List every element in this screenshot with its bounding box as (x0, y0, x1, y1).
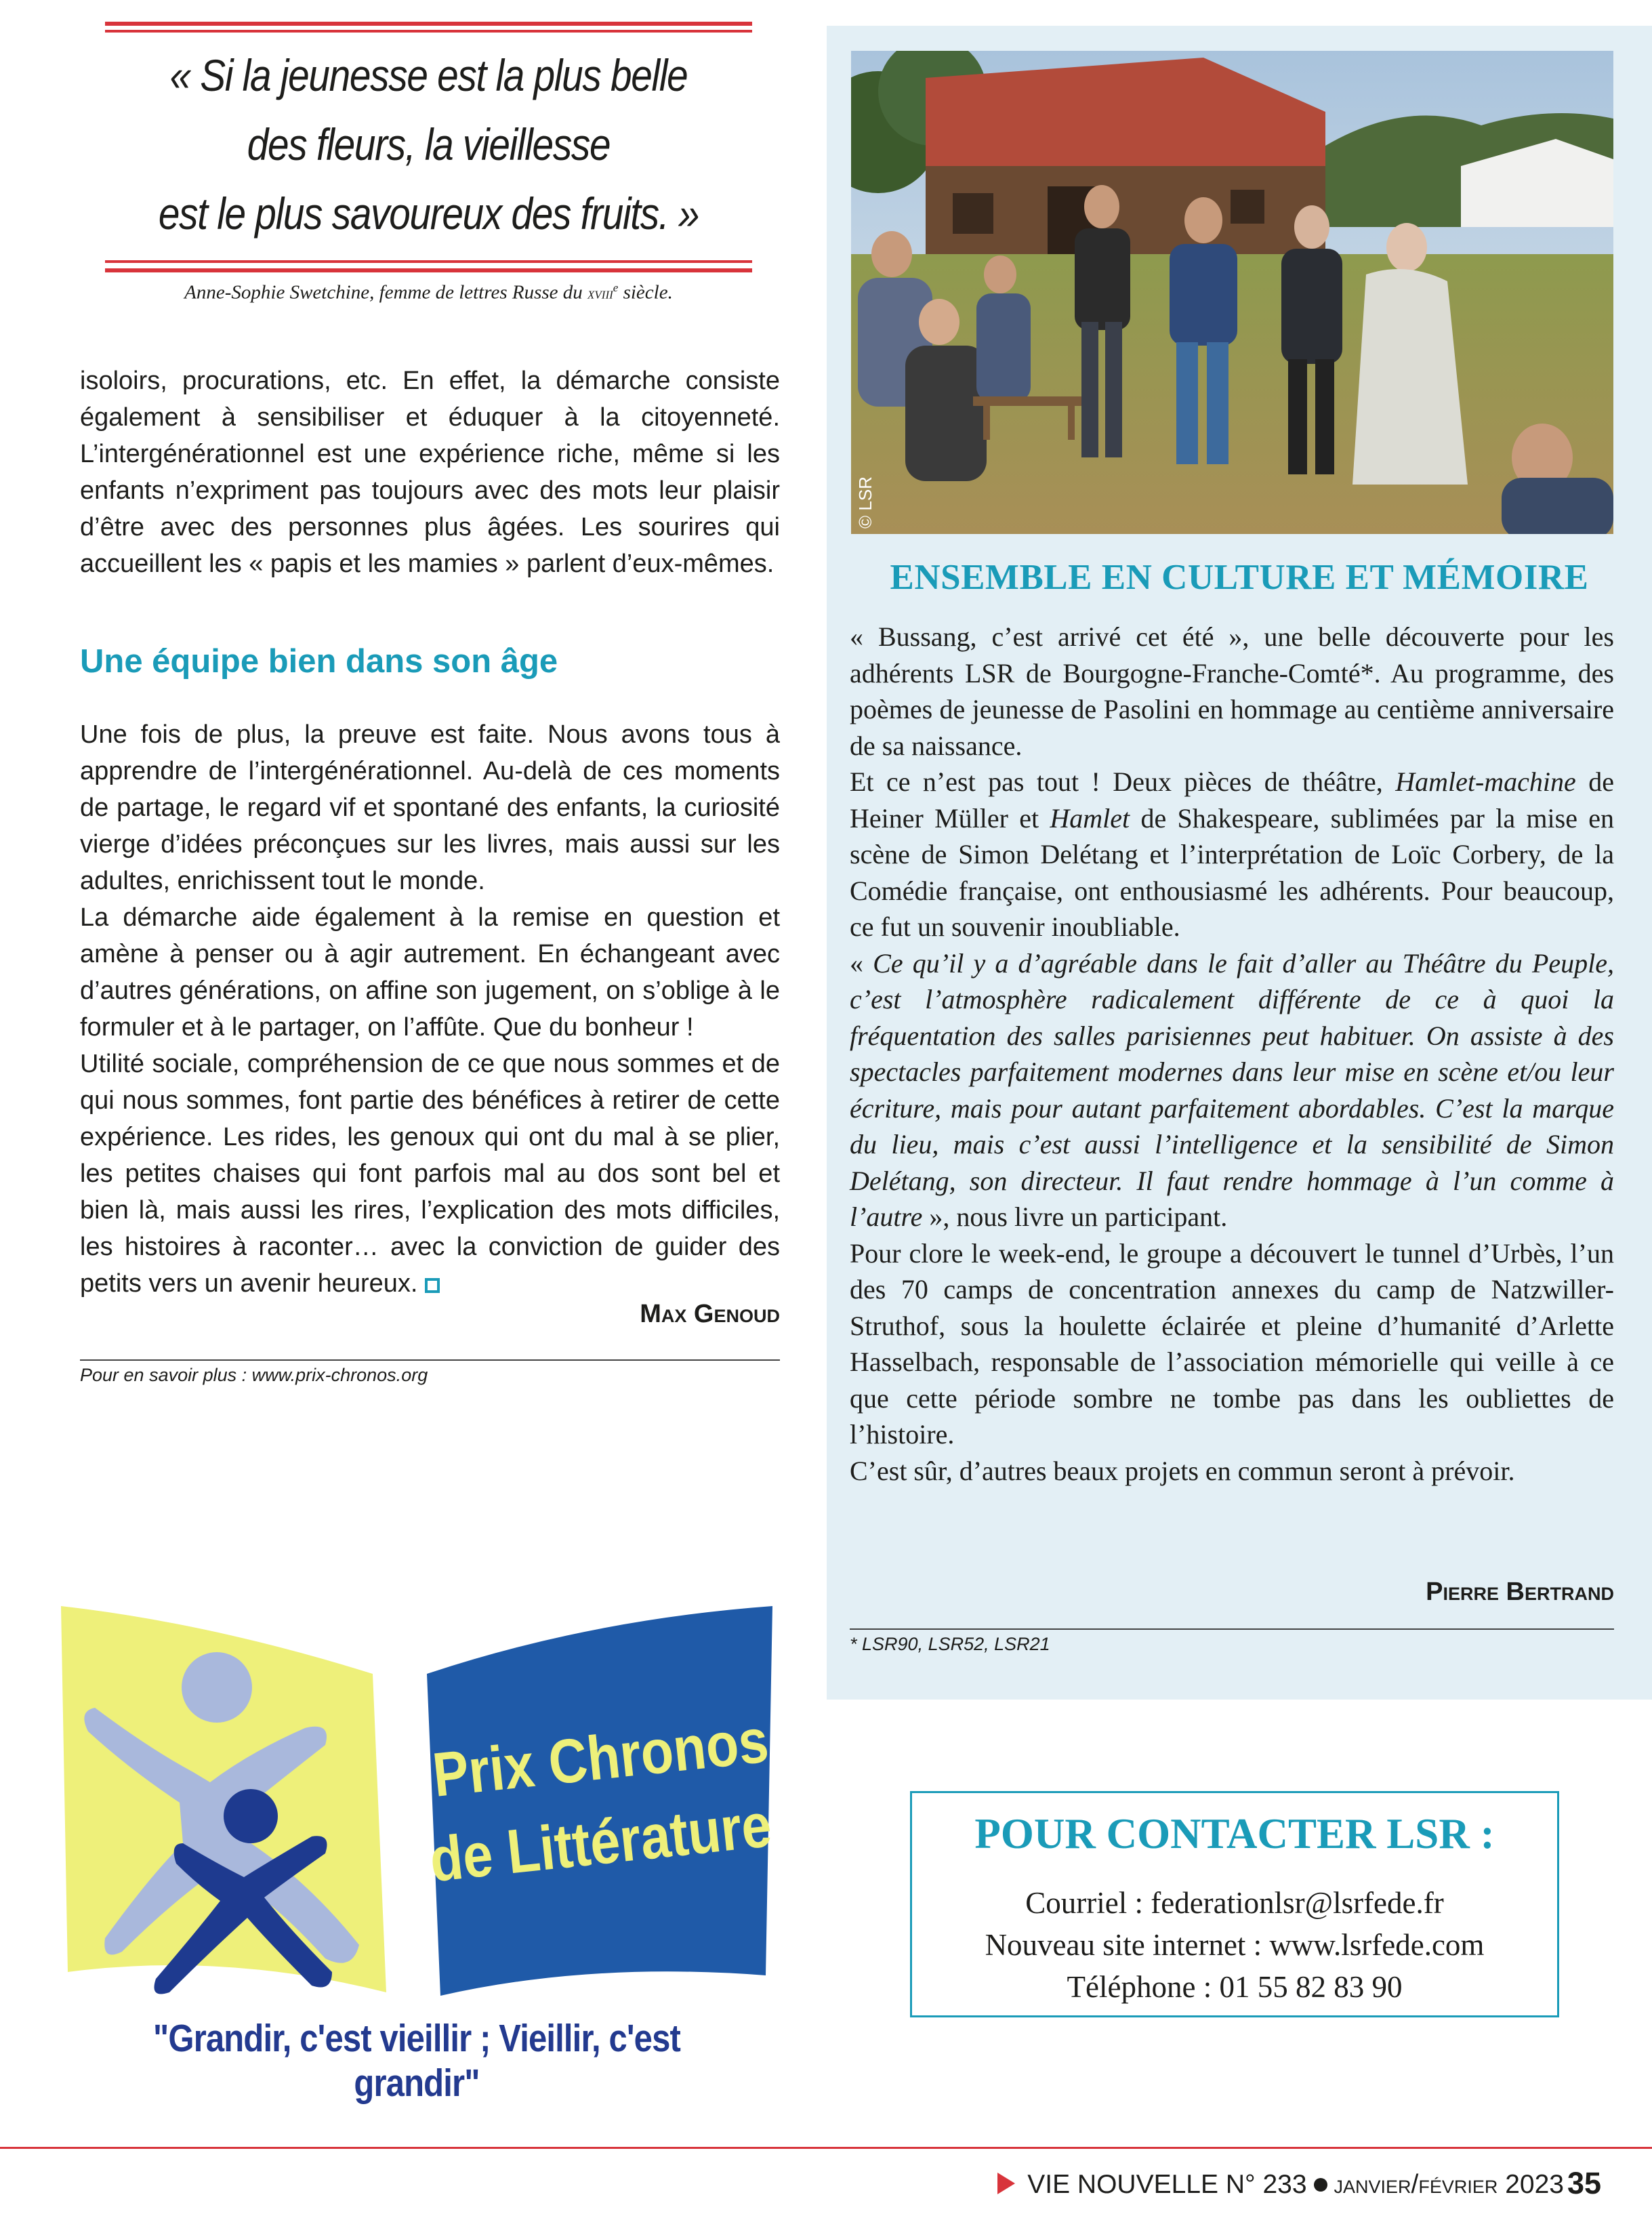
group-photo (851, 51, 1613, 534)
divider (850, 1628, 1614, 1630)
attribution-suffix: siècle. (618, 281, 673, 304)
footer-rule (0, 2147, 1652, 2149)
pull-quote (150, 41, 707, 248)
section-heading: Une équipe bien dans son âge (80, 643, 558, 680)
paragraph (850, 764, 1614, 945)
footnote: * LSR90, LSR52, LSR21 (850, 1634, 1050, 1654)
text: », nous livre un participant. (922, 1202, 1228, 1232)
quote-rule-top-2 (105, 30, 752, 33)
text: de Shakespeare, sublimées par la mise en scène de Simon Delétang et l’interprétation de Loïc Corbery, de la Comédie française, ont enthousiasmé les adhérents. Pour beaucoup, ce fut un souvenir inoubliable. (850, 802, 1614, 942)
paragraph: C’est sûr, d’autres beaux projets en commun seront à prévoir. (850, 1455, 1515, 1486)
attribution-century: xviii (587, 285, 613, 303)
text: de Heiner Müller et (850, 766, 1614, 834)
sidebar-heading: ENSEMBLE EN CULTURE ET MÉMOIRE (890, 558, 1589, 597)
left-body (80, 716, 780, 1302)
paragraph: « Bussang, c’est arrivé cet été », une belle découverte pour les adhérents LSR de Bourgogne-Franche-Comté*. Au programme, des poèmes de jeunesse de Pasolini en hommage au centième anniversaire de sa naissance. (850, 621, 1614, 761)
prix-chronos-logo (47, 1593, 786, 2087)
page-footer (997, 2170, 1564, 2200)
issue-date: janvier/février 2023 (1334, 2170, 1564, 2199)
end-of-article-icon (425, 1278, 440, 1293)
paragraph-last (80, 1046, 780, 1302)
divider (80, 1359, 780, 1361)
contact-phone: Téléphone : 01 55 82 83 90 (1067, 1970, 1403, 2004)
paragraph: isoloirs, procurations, etc. En effet, la démarche consiste également à sensibiliser et éduquer à la citoyenneté. L’intergénérationnel est une expérience riche, même si les enfants n’expriment pas toujours avec des mots leur plaisir d’être avec des personnes plus âgées. Les sourires qui accueillent les « papis et les mamies » parlent d’eux-mêmes. (80, 367, 780, 578)
photo-credit: © LSR (855, 476, 875, 529)
left-intro-paragraph (80, 363, 780, 582)
paragraph: La démarche aide également à la remise en question et amène à penser ou à agir autrement. En échangeant avec d’autres générations, on affine son jugement, on s’oblige à le formuler et à le partager, on l’affûte. Que du bonheur ! (80, 903, 780, 1042)
source-note: Pour en savoir plus : www.prix-chronos.org (80, 1365, 428, 1385)
author-byline: Max Genoud (640, 1300, 780, 1328)
paragraph-text: Utilité sociale, compréhension de ce que nous sommes et de qui nous sommes, font partie des bénéfices à retirer de cette expérience. Les rides, les genoux qui ont du mal à se plier, les petites chaises qui font parfois mal au dos sont bel et bien là, mais aussi les rires, l’explication des mots difficiles, les histoires à raconter… avec la conviction de guider des petits vers un avenir heureux. (80, 1050, 780, 1298)
page-number: 35 (1567, 2166, 1601, 2200)
contact-email[interactable]: Courriel : federationlsr@lsrfede.fr (1025, 1886, 1444, 1920)
group-photo-illustration (851, 51, 1613, 534)
magazine-issue: VIE NOUVELLE N° 233 (1027, 2170, 1307, 2199)
quote-attribution (105, 281, 752, 304)
quote-rule-bottom (105, 260, 752, 263)
paragraph: Une fois de plus, la preuve est faite. Nous avons tous à apprendre de l’intergénérationnel. Au-delà de ces moments de partage, le regard vif et spontané des enfants, la curiosité vierge d’idées préconçues sur les livres, mais aussi sur les adultes, enrichissent tout le monde. (80, 720, 780, 895)
logo-slogan: "Grandir, c'est vieillir ; Vieillir, c'est grandir" (153, 2017, 680, 2105)
logo-line-1: Prix Chronos (429, 1705, 772, 1811)
attribution-sup: e (613, 281, 619, 294)
author-byline: Pierre Bertrand (1426, 1578, 1614, 1606)
text: Et ce n’est pas tout ! Deux pièces de théâtre, (850, 766, 1396, 797)
quote-line: des fleurs, la vieillesse (247, 119, 611, 169)
play-title: Hamlet-machine (1395, 766, 1576, 797)
attribution-text: Anne-Sophie Swetchine, femme de lettres Russe du (184, 281, 588, 304)
quote-rule-top (105, 22, 752, 26)
logo-line-2: de Littérature (426, 1790, 775, 1895)
text: « (850, 947, 873, 979)
participant-quote: Ce qu’il y a d’agréable dans le fait d’aller au Théâtre du Peuple, c’est l’atmosphère radicalement différente de ce à quoi la fréquentation des salles parisiennes peut habituer. On assiste à des spectacles parfaitement modernes dans leur mise en scène et/ou leur écriture, mais pour autant parfaitement abordables. C’est la marque du lieu, mais c’est aussi l’intelligence et la sensibilité de Simon Delétang, son directeur. Il faut rendre hommage à l’un comme à l’autre (850, 947, 1615, 1232)
quote-line: « Si la jeunesse est la plus belle (169, 50, 688, 100)
bullet-icon (1314, 2178, 1327, 2192)
paragraph (850, 945, 1614, 1235)
paragraph: Pour clore le week-end, le groupe a découvert le tunnel d’Urbès, l’un des 70 camps de concentration annexes du camp de Natzwiller-Struthof, sous la houlette éclairée et pleine d’humanité d’Arlette Hasselbach, responsable de l’association mémorielle qui veille à ce que cette période sombre ne tombe pas dans les oubliettes de l’histoire. (850, 1237, 1614, 1450)
contact-website[interactable]: Nouveau site internet : www.lsrfede.com (985, 1928, 1485, 1962)
contact-title: POUR CONTACTER LSR : (974, 1810, 1495, 1857)
play-title: Hamlet (1050, 802, 1130, 834)
quote-rule-bottom-2 (105, 268, 752, 272)
triangle-marker-icon (997, 2173, 1015, 2194)
quote-line: est le plus savoureux des fruits. » (158, 188, 699, 239)
sidebar-body (850, 619, 1614, 1489)
